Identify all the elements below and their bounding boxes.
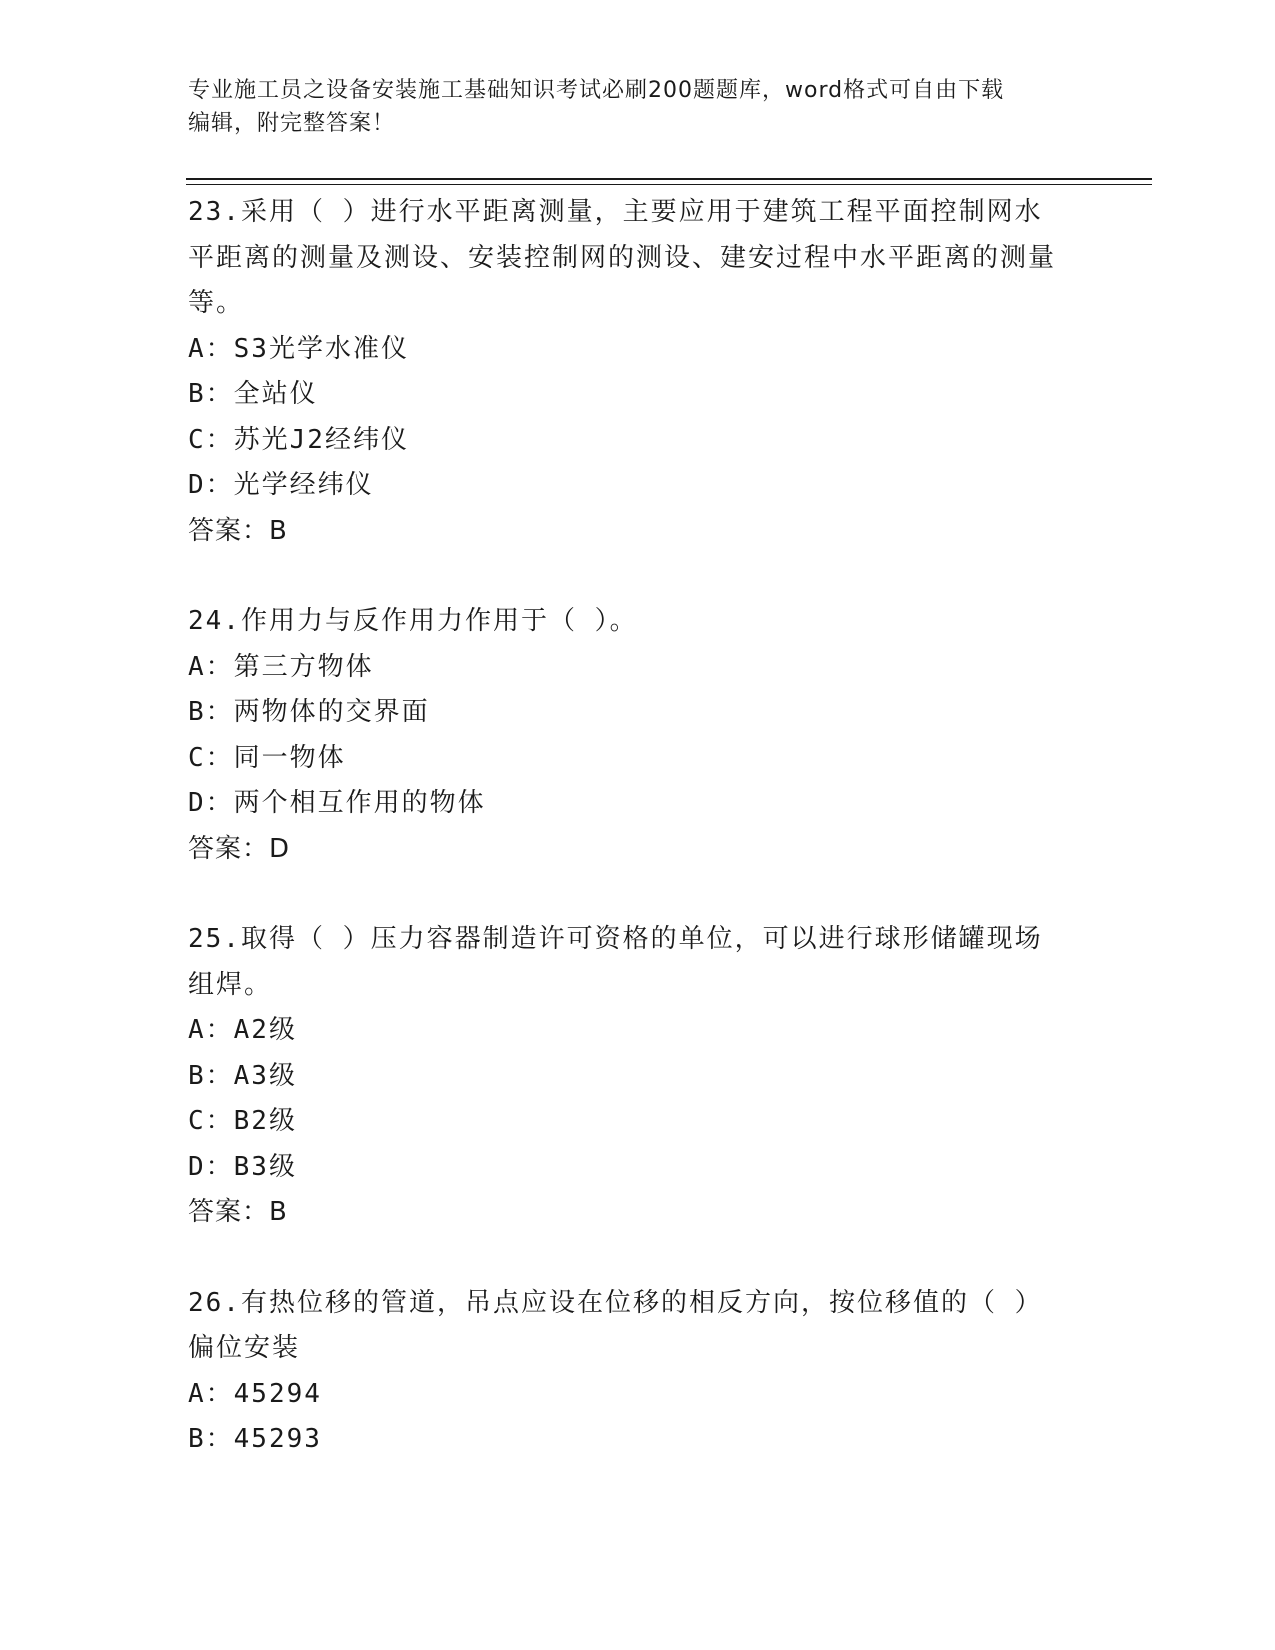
- option-c: C：B2级: [188, 1106, 297, 1136]
- option-b: B：全站仪: [188, 379, 318, 409]
- option-d: D：两个相互作用的物体: [188, 788, 486, 818]
- question-23: [188, 190, 1068, 554]
- document-header: [188, 74, 1068, 140]
- question-25: [188, 917, 1068, 1236]
- option-a: A：第三方物体: [188, 651, 374, 682]
- option-b: B：两物体的交界面: [188, 697, 430, 727]
- question-stem: 24.作用力与反作用力作用于（ ）。: [188, 606, 638, 636]
- option-c: C：同一物体: [188, 742, 346, 773]
- question-list: [188, 190, 1068, 1508]
- option-a: A：45294: [188, 1378, 322, 1409]
- question-24: [188, 599, 1068, 872]
- header-divider-thick: [186, 178, 1152, 180]
- question-stem: 23.采用（ ）进行水平距离测量，主要应用于建筑工程平面控制网水平距离的测量及测设、安装控制网的测设、建安过程中水平距离的测量等。: [188, 197, 1057, 318]
- header-divider-thin: [186, 184, 1152, 185]
- option-d: D：光学经纬仪: [188, 470, 374, 500]
- header-title-line-2: 编辑，附完整答案！: [188, 111, 396, 136]
- header-title-line-1: 专业施工员之设备安装施工基础知识考试必刷200题题库，word格式可自由下载: [188, 78, 1005, 103]
- answer-line: 答案：D: [188, 833, 291, 864]
- answer-line: 答案：B: [188, 515, 288, 546]
- option-a: A：S3光学水准仪: [188, 333, 409, 364]
- question-stem: 26.有热位移的管道，吊点应设在位移的相反方向，按位移值的（ ）偏位安装: [188, 1287, 1043, 1363]
- option-b: B：A3级: [188, 1060, 297, 1091]
- answer-line: 答案：B: [188, 1197, 288, 1227]
- option-d: D：B3级: [188, 1151, 297, 1182]
- option-c: C：苏光J2经纬仪: [188, 424, 409, 455]
- question-26: [188, 1281, 1068, 1463]
- option-a: A：A2级: [188, 1015, 297, 1045]
- option-b: B：45293: [188, 1424, 322, 1454]
- question-stem: 25.取得（ ）压力容器制造许可资格的单位，可以进行球形储罐现场组焊。: [188, 924, 1043, 1000]
